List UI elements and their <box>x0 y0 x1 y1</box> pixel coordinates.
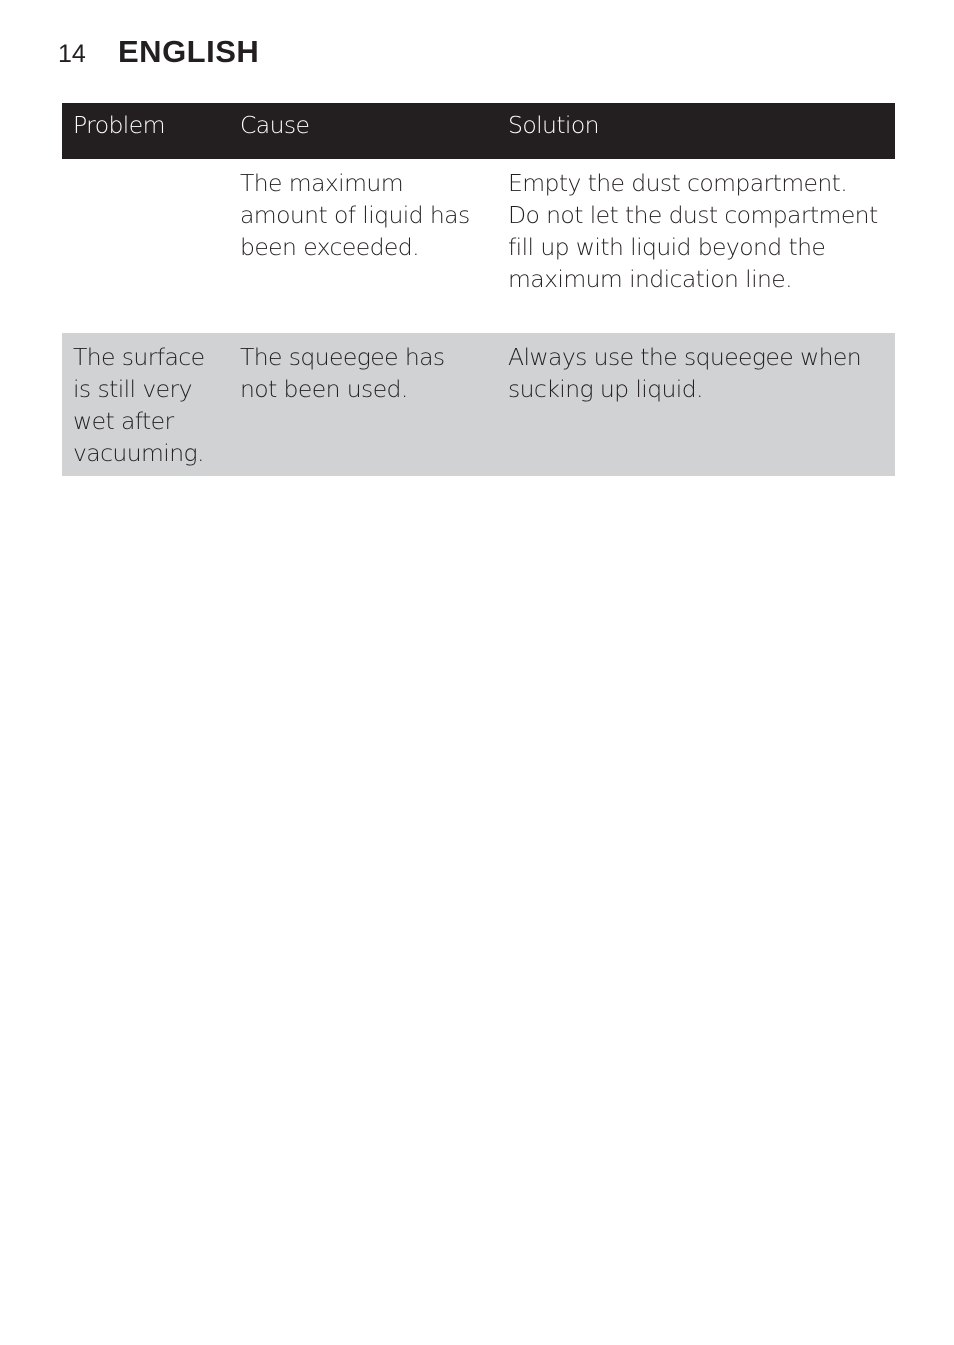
cause-cell: The maximum amount of liquid has been exceeded. <box>240 169 470 261</box>
section-title: ENGLISH <box>118 34 260 69</box>
problem-cell: The surface is still very wet after vacuuming. <box>73 343 205 467</box>
page-number: 14 <box>58 40 86 68</box>
column-header-cause: Cause <box>240 111 310 139</box>
cause-cell: The squeegee has not been used. <box>240 343 445 403</box>
solution-cell: Empty the dust compartment. Do not let the dust compartment fill up with liquid beyond the maximum indication line. <box>508 169 878 293</box>
page-header <box>58 34 259 74</box>
column-header-solution: Solution <box>508 111 599 139</box>
table-row <box>62 159 895 333</box>
troubleshooting-table <box>62 103 895 476</box>
column-header-problem: Problem <box>73 111 165 139</box>
problem-cell <box>62 167 229 325</box>
solution-cell: Always use the squeegee when sucking up liquid. <box>508 343 862 403</box>
table-header-row <box>62 103 895 159</box>
table-row <box>62 333 895 476</box>
